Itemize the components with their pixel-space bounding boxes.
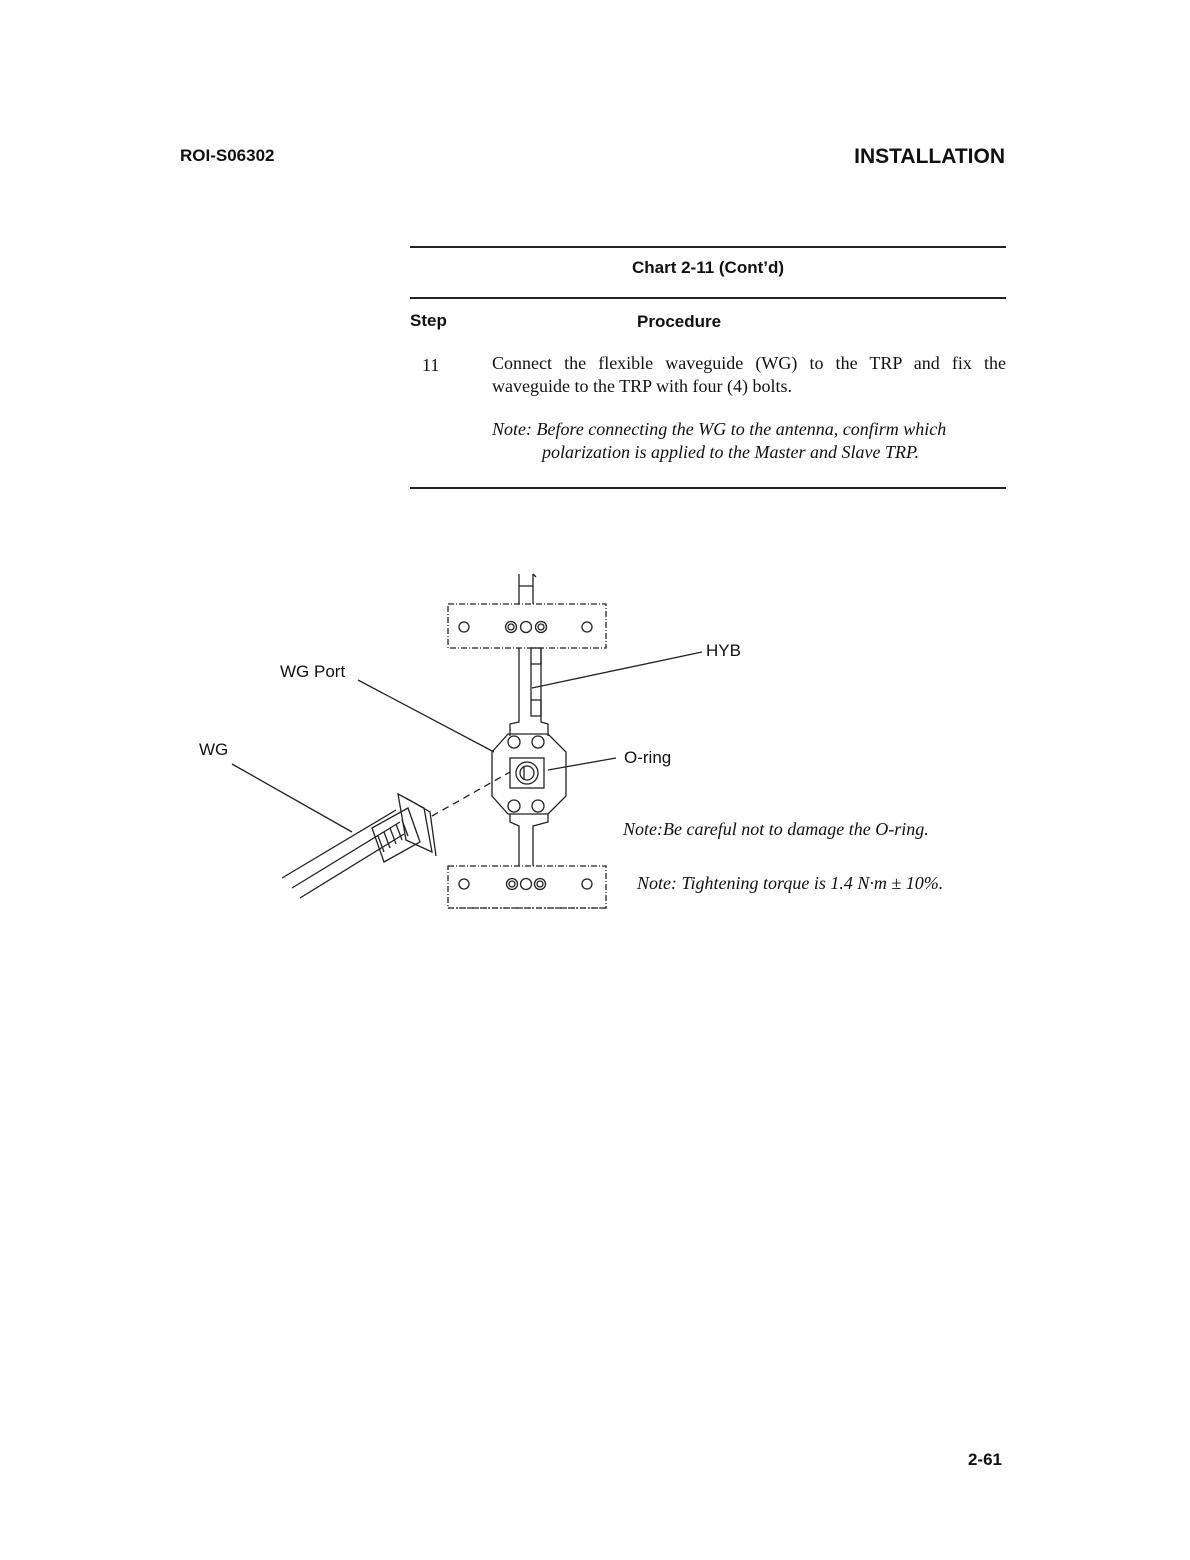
- note-torque: Note: Tightening torque is 1.4 N·m ± 10%.: [637, 873, 944, 893]
- oring-flange: [492, 734, 566, 814]
- bottom-flange-plate: [448, 866, 606, 908]
- step-number: 11: [422, 355, 440, 375]
- oring-leader: [548, 758, 616, 770]
- top-pin: [519, 574, 536, 604]
- step-note-line2: polarization is applied to the Master and Slave TRP.: [542, 442, 920, 462]
- section-title: INSTALLATION: [854, 145, 1005, 168]
- document-id: ROI-S06302: [180, 146, 275, 165]
- label-wg: WG: [199, 740, 229, 759]
- step-text: Connect the flexible waveguide (WG) to the TRP and fix the waveguide to the TRP with four (4) bolts.: [492, 353, 1006, 396]
- lower-neck: [510, 814, 548, 866]
- flexible-waveguide: [282, 794, 436, 898]
- chart-title: Chart 2-11 (Cont’d): [631, 258, 785, 277]
- page-number: 2-61: [967, 1450, 1002, 1469]
- column-header-step: Step: [410, 311, 447, 330]
- note-oring-care: Note:Be careful not to damage the O-ring.: [623, 819, 929, 839]
- hyb-leader: [532, 652, 702, 688]
- top-flange-plate: [448, 604, 606, 648]
- label-wg-port: WG Port: [280, 662, 346, 681]
- alignment-dashed-line: [432, 772, 510, 816]
- wg-port-leader: [358, 680, 494, 752]
- column-header-procedure: Procedure: [637, 312, 722, 331]
- wg-leader: [232, 764, 352, 832]
- label-oring: O-ring: [624, 748, 672, 767]
- label-hyb: HYB: [706, 641, 741, 660]
- hyb-body: [510, 648, 548, 736]
- step-note-line1: Note: Before connecting the WG to the antenna, confirm which: [492, 419, 947, 439]
